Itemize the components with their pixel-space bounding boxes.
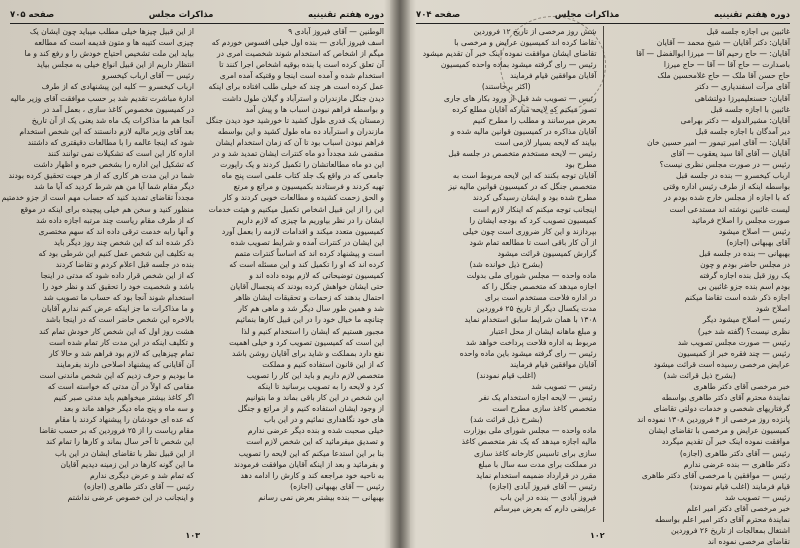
text-line: در کمیسیون مخصوص کاغذ سازی ، بعمل آمد در (42, 104, 194, 114)
text-line: احتمال بدهند که زحمات و تحقیقات ایشان ظاهر (233, 293, 384, 303)
text-line: از این قبیل نظر با تقاضای ایشان در این باب (55, 448, 194, 458)
text-line: های خود نگاهداری نمائیم و در این باب (263, 415, 384, 425)
text-line: عرایض مرخصی رسیده است قرائت میشود (653, 359, 790, 369)
left-page (1, 6, 390, 542)
text-line: (اغلب قیام نمودند) (476, 370, 537, 380)
text-line: کمیسیون متعدد میکند و اقدامات لازمه را بعمل آورد (221, 226, 384, 236)
text-line: از آن کار باقی است تا مطالعه تمام شود (469, 237, 597, 247)
text-line: مجدداً تقاضای تمدید کنید که حساب مهم است از جزو خدمتیم (1, 193, 194, 203)
text-line: آن تعلق کرده است یا بنده بوقیه اشخاص اجرا کنند تا (219, 60, 384, 70)
text-line: رئیس — آقای بهبهانی (اجازه) (290, 481, 384, 491)
text-line: آقایان: دکتر آقایان — شیخ محمد — آقایان (656, 38, 790, 48)
text-line: مربوط به اداره فلاحت پرداخت خواهد شد (465, 337, 597, 347)
text-line: بودم اسم بنده جزو غائبین بی (698, 282, 790, 292)
text-line: تقاضا کرده اند کمیسیون عرایض و مرخصی با (454, 38, 597, 48)
text-line: و سه ماه و پنج ماه دیگر خواهد ماند و بعد (63, 404, 194, 414)
text-line: که از طرف مقام ریاست چند مرتبه اجازه داده شد (36, 215, 194, 225)
text-line: آقایان توجه بکنند که این لایحه مربوط است به (452, 171, 597, 181)
right-header-page-number: صفحه ۷۰۴ (416, 10, 461, 20)
text-line: این را از این قبیل اشخاص تکمیل میکنیم و هیئت خدمات (208, 204, 384, 214)
text-line: آقای مرآت اسفندیاری — دکتر (695, 82, 790, 92)
text-line: عمل کرده است هر چند که خیلی طلب افتاده برای اینکه (208, 82, 384, 92)
column-rule (603, 26, 604, 522)
text-line: (بشرح ذیل خوانده شد) (469, 259, 544, 269)
text-line: نمایندهٔ محترم آقای دکتر امیر اعلم بواسطه (655, 515, 790, 525)
text-line: رئیس — لایحه مستخدم متخصص در جلسه قبل (448, 149, 597, 159)
text-line: آن آقایانی که پیشنهاد اصلاحی دارند بفرمایند (56, 359, 194, 369)
text-line: خبر مرخصی آقای دکتر طاهری (693, 382, 790, 391)
text-line: آقایان: مشیرالدوله — دکتر بهرامی (680, 115, 790, 125)
text-line: و آنها رابه خدمت ترقی داده اند که سهم مختصری (38, 226, 194, 236)
text-line: بالاخره این شخص حاضر است که در اینجا باشد (45, 315, 194, 325)
text-line: غائبین با اجازه جلسه قبل (710, 104, 790, 114)
text-line: اسف فیروز آبادی — بنده اول خیلی افسوس خوردم که (211, 38, 384, 48)
text-line: آقایان مذاکره در کمیسیون قوانین مالیه شده و (450, 126, 597, 136)
text-line: فراهم نبودن اسباب بود تا آن که زمان استخدام ایشان (215, 137, 384, 147)
text-line: رئیس — تصویب شد (724, 492, 790, 502)
text-line: تقاضای ایشان موافقت نموده اینک خبر آن تقدیم میشود (422, 49, 597, 59)
text-line: یک روز قبل بنده اجازه گرفته (699, 271, 790, 281)
text-line: رئیس — آقای دکتر طاهری (اجازه) (679, 448, 790, 458)
text-line: زمستان یک قدری طول کشید تا خورشید خود دیدن جنگل (205, 115, 384, 125)
left-header-page-number: صفحه ۷۰۵ (10, 10, 55, 20)
left-header-center: مذاکرات مجلس (148, 10, 214, 20)
text-line: نظری نیست؟ (گفته شد خیر) (697, 326, 790, 336)
text-line: متخصص جنگل که در کمیسیون قوانین مالیه نیز (448, 182, 597, 192)
text-line: اجازه ذکر شده است تقاضا میکنم (684, 293, 790, 303)
text-line: سازی برای تاسیس کارخانه کاغذ سازی (474, 448, 597, 458)
text-line: این ایشان در کنترات آمده و شرایط تصویب شده (230, 237, 384, 247)
text-line: و اینجانب در این خصوص عرضی نداشتم (67, 492, 194, 502)
text-line: در مملکت برای مدت سه سال با مبلغ (478, 459, 597, 469)
text-line: ما این گونه کارها در این زمینه دیدیم آقایان (60, 459, 194, 469)
text-line: رئیس — تصویب شد قبل از ورود بکار های جاری (443, 93, 597, 103)
text-line: و بواسطه فراهم نبودن اسباب ها و پیش آمد (245, 104, 384, 114)
left-page-header (10, 10, 384, 24)
text-line: و بفرمائید و بعد از اینکه آقایان موافقت فرمودند (233, 459, 384, 469)
text-line: مجبور هستیم که ایشان را استخدام کنیم و لذا (241, 326, 384, 336)
text-line: به ناحیه خود مراجعه کند و کارش را ادامه دهد (240, 470, 384, 480)
text-line: آقایان: حسنعلیمیرزا دولتشاهی (694, 93, 790, 103)
text-line: بعرض میرسانند و مطلب را مطرح کنیم (472, 115, 597, 125)
left-page-footer: ۱۰۳ (185, 531, 200, 540)
text-line: شما در این مدت هر کاری که از هر جهت تحقیق کرده بودند (8, 171, 194, 181)
left-page-left-column (2, 26, 194, 522)
text-line: از این قبیل چیزها خیلی مطلب میباید چون ایشان یک (29, 27, 194, 36)
text-line: کمیسیون عرایض و مرخصی با تقاضای ایشان (648, 426, 790, 436)
text-line: تصور میکنم که لایحه مبارکه آقایان مطلع کرده (452, 104, 597, 114)
text-line: که تشکیل این اداره را بشخص خبره و اظهار داشت (33, 160, 194, 170)
text-line: ۱۳۰۸ با همان شرایط سابق استخدام نماید (464, 315, 597, 325)
text-line: (اکثر برخاستند) (481, 82, 531, 92)
text-line: شود که اینجا عالمه را با مطالعات دقیقتری که داشتند (27, 137, 194, 147)
text-line: در اداره فلاحت مستخدم است برای (484, 293, 597, 303)
text-line: تقاضای مرخصی نموده اند (707, 537, 790, 547)
text-line: و تکلیف اینکه در این مدت کار تمام شده است (49, 337, 194, 347)
text-line: انتظار داریم از این قبیل انواع خیلی به مجلس بیاید (36, 60, 194, 70)
left-page-columns (1, 26, 384, 522)
text-line: پانزده روز مرخصی از ۴ فروردین ۱۳۰۸ نموده اند (637, 415, 790, 425)
text-line: این است که کمیسیون تصویب کرد و خیلی اهمیت (229, 337, 384, 347)
text-line: رئیس — در صورت مجلس نظری نیست؟ (659, 160, 790, 170)
text-line: (بشرح ذیل قرائت شد) (663, 370, 736, 380)
text-line: مازندران و استرآباد ده ماه طول کشید و این بواسطه (217, 126, 384, 136)
text-line: رئیس — تصویب شد (531, 382, 597, 391)
text-line: آقایان: — حاج رحیم آقا — میرزا ابوالفضل — آقا (636, 49, 790, 59)
text-line: در مجلس حاضر بودم و چون (700, 259, 790, 269)
text-line: ارباب کیخسرو — کلیه این پیشنهادی که از طرف (41, 82, 194, 92)
text-line: ذکر شده اند که این شخص چند روز دیگر باید (53, 237, 194, 247)
text-line: اینجانب توجه میکنم که اینکار لازم است (473, 204, 597, 214)
text-line: بپردازند و این کار ضروری است چون خیلی (462, 226, 597, 236)
text-line: شش روز مرخصی از تاریخ ۱۲ فروردین (473, 27, 597, 36)
text-line: مقام ریاست را از ۲۵ فروردین که بر حسب تقاضا (39, 426, 194, 436)
text-line: تمام چیزهایی که لازم بود فراهم شد و حالا کار (49, 348, 194, 358)
text-line: بنده در جلسه قبل اعلام کردم و تقاضا کردند (55, 259, 194, 269)
text-line: صورت مجلس را اصلاح فرمائید (691, 215, 790, 225)
text-line: چنانچه ما خیال خود را در این قبیل کارها بنمائیم (235, 315, 384, 325)
text-line: بیاید این ملت تشخیص احتیاج خودش را و رفع کند و ما (24, 49, 194, 59)
text-line: بهبهانی — بنده در جلسه قبل (699, 248, 790, 258)
text-line: رئیس — آقای ارباب کیخسرو (102, 71, 194, 81)
right-header-center: مذاکرات مجلس (554, 10, 620, 20)
text-line: مدت یکسال دیگر از تاریخ ۲۵ فروردین (476, 304, 597, 314)
text-line: کمیسیون توضیحاتی که لازم بوده داده اند و (249, 271, 384, 281)
left-header-title: دوره هفتم تقنینیه (308, 10, 384, 20)
text-line: رئیس — آقای دکتر طاهری (اجازه) (83, 481, 194, 491)
right-page-right-column (610, 26, 791, 547)
text-line: که از این شخص قرار داده شود که مدتی در اینجا (40, 271, 194, 281)
text-line: موافقت نموده اینک خبر آن تقدیم میگردد (661, 437, 790, 447)
text-line: متخصص لازم داریم و باید این کار را تصویب (246, 370, 384, 380)
right-page (410, 6, 796, 547)
page-stamp-mark (500, 16, 606, 114)
text-line: این دو ماه مطالعاتشان را تکمیل کردند و یک راپورت (220, 160, 384, 170)
text-line: که از این قانون استفاده کنیم و مملکت (262, 359, 384, 369)
text-line: الوطنین — آقای فیروز آبادی ۹ (288, 27, 384, 36)
text-line: بهبهانی — بنده بیشتر بعرض نمی رسانم (258, 492, 384, 502)
text-line: بواسطه اینکه از طرف رئیس اداره وقتی (663, 182, 790, 192)
text-line: اجازه میدهد که متخصص جنگل را که (481, 282, 597, 292)
text-line: رئیس — موافقین با مرخصی آقای دکتر طاهری (641, 470, 790, 480)
text-line: دیر آمدگان با اجازه جلسه قبل (695, 126, 790, 136)
text-line: باصدارت — حاج آقا — آقا — حاج میرزا (663, 60, 790, 70)
text-line: رئیس — صورت مجلس تصویب شد (677, 337, 790, 347)
text-line: است و پیشنهاد کرده اند که اساساً کنترات متمم (234, 248, 384, 258)
text-line: کرده اند که او را تکمیل کند و این مسئله است که (229, 259, 384, 269)
text-line: نفع دارد بمملکت و شاید برای آقایان روشن باشد (231, 348, 384, 358)
text-line: و ما مذاکرات ما جز اینکه عرض کنم ندارم آقایان (41, 304, 194, 314)
text-line: آقایان موافقین قیام فرمایند (510, 359, 597, 369)
text-line: اگر کاغذ بیشتر میخواهیم باید مدتی صبر کنیم (53, 393, 194, 403)
right-header-title: دوره هفتم تقنینیه (714, 10, 790, 20)
text-line: حاج حسن آقا ملک — حاج غلامحسین ملک (657, 71, 790, 81)
text-line: غائبین بی اجازه جلسه قبل (706, 27, 790, 36)
text-line: دکتر طاهری — بنده عرضی ندارم (683, 459, 790, 469)
text-line: مالیه اجازه میدهد که یک نفر متخصص کاغذ (461, 437, 597, 447)
text-line: جامعی که در واقع یک جلد کتاب علمی است پنج ماه (221, 171, 384, 181)
book-gutter (390, 0, 410, 548)
text-line: ادارهٔ مباشرت تقدیم شد بر حسب موافقت آقای وزیر مالیه (10, 93, 194, 103)
text-line: کرد و لایحه را به تصویب برسانید تا اینکه (257, 382, 384, 391)
text-line: چیزی است کتیبه ها و متون قدیمه است که مطالعه (34, 38, 194, 48)
text-line: آنجا هم ما مذاکرات یک ماه شد یعنی یک از آن تاریخ (31, 115, 194, 125)
text-line: اشتغال بمعالجات از تاریخ ۲۶ فروردین (671, 526, 790, 536)
text-line: رئیس — چند فقره خبر از کمیسیون (677, 348, 790, 358)
text-line: تهیه کردند و فرستادند بکمیسیون و مراتع و مرتع (233, 182, 384, 192)
text-line: منظور کنید و سخن هم خیلی پیچیده برای اینکه در موقع (20, 204, 194, 214)
text-line: ارباب کیخسرو — بنده در جلسه قبل (675, 171, 790, 181)
text-line: ماده واحده — مجلس شورای ملی بوزارت (463, 426, 597, 436)
text-line: دیدن جنگل مازندران و استرآباد و گیلان طول داشت (222, 93, 384, 103)
text-line: مطرح بود (565, 160, 597, 170)
text-line: به تکلیف این شخص عمل کنیم این شرطی بود که (38, 248, 194, 258)
text-line: که با اجازه از مجلس خارج شده بودم در (663, 193, 790, 203)
text-line: ماده واحده — مجلس شورای ملی بدولت (466, 271, 597, 281)
text-line: و مبلغ ماهانه ایشان از محل اعتبار (489, 326, 597, 336)
text-line: فیروز آبادی — بنده در این باب (500, 492, 597, 502)
text-line: آقایان موافقین قیام فرمایند (510, 71, 597, 81)
text-line: آقایان — آقای آقا سید یعقوب — آقای (670, 149, 790, 159)
text-line: دیگر مقام شما آیا من هم شرط کردید که آیا ما شد (34, 182, 194, 192)
text-line: بعد آقای وزیر مالیه لازم دانستند که این شخص استخدام (19, 126, 194, 136)
text-line: هشت روز اول که این شخص کار خودش تمام کند (39, 326, 194, 336)
text-line: نمایندهٔ محترم آقای دکتر طاهری بواسطه (661, 393, 790, 403)
text-line: متخصص کاغذ سازی مطرح است (492, 404, 597, 414)
text-line: کمیسیون تصویب کرد که بودجه ایشان را (469, 215, 597, 225)
text-line: (بشرح ذیل قرائت شد) (470, 415, 543, 425)
text-line: شد و همین طور سال دیگر شد و ماهی هم کار (238, 304, 384, 314)
text-line: ما بودیم و حرف زدیم که این شخص ماندنی است (39, 370, 194, 380)
right-page-footer: ۱۰۲ (590, 531, 605, 540)
text-line: لیست غائبین نوشته اند مستدعی است (669, 204, 790, 214)
text-line: خیلی صحبت شده و بنده دیگر عرضی ندارم (247, 426, 384, 436)
right-page-header (416, 10, 790, 24)
text-line: خبر مرخصی آقای دکتر امیر اعلم (686, 504, 790, 514)
text-line: که عده ای خودشان را پیشنهاد کردند با مقام (55, 415, 194, 425)
text-line: که تمام شد و عرض دیگری ندارم (89, 470, 194, 480)
text-line: و الحق زحمت کشیده و مطالعات خوبی کردند و کار (222, 193, 384, 203)
text-line: بیایند که لایحه بسیار لازمی است (494, 137, 597, 147)
text-line: مطرح شده بود و ایشان رسیدگی کردند (472, 193, 597, 203)
text-line: رئیس — رای گرفته میشود بماده واحده کمیسیون (440, 60, 597, 70)
text-line: اداره کار این است که تشکیلات نمی توانند کنند (47, 149, 194, 159)
text-line: رئیس — اصلاح میشود (718, 226, 790, 236)
text-line: مقرر در قرارداد ضمیمه استخدام نماید (476, 470, 597, 480)
text-line: باشد و شخصیت خود را تحقیق کند و نظر خود را (42, 282, 194, 292)
left-page-right-column (206, 26, 384, 522)
text-line: آقای بهبهانی (اجازه) (726, 237, 790, 247)
text-line: رئیس — رای گرفته میشود باین ماده واحده (459, 348, 597, 358)
text-line: اصلاح شود (755, 304, 790, 314)
text-line: رئیس — آقای فیروز آبادی (اجازه) (489, 481, 597, 491)
text-line: گرفتاریهای شخصی و خدمات دولتی تقاضای (653, 404, 790, 414)
text-line: استخدام شده و آمده است اینجا و وقتیکه آمده امری (219, 71, 384, 81)
text-line: میگم از اشخاص که استخدام شوند شخصیت امری در (216, 49, 384, 59)
text-line: از وجود ایشان استفاده کنیم و از مراتع و جنگل (237, 404, 384, 414)
text-line: و تصدیق میفرمائید که این شخص لازم است (246, 437, 384, 447)
text-line: حتی ایشان خواهش کرده بودند که پنجسال آقایان (230, 282, 384, 292)
text-line: آقایان: — آقای امیر تیمور — امیر حسین خان (647, 137, 790, 147)
text-line: ایشان را در نظر بیاوریم ما چیزی که لازم داریم (236, 215, 384, 225)
text-line: استخدام شوند آنجا بود که حساب ما تصویب شد (43, 293, 194, 303)
text-line: رئیس — اصلاح میشود دیگر (702, 315, 790, 325)
text-line: عرایضی دارم که بعرض میرسانم (493, 504, 597, 514)
text-line: این شخص تا آخر سال بماند و کارها را تمام کند (45, 437, 194, 447)
text-line: قیام فرمایند (اغلب قیام نمودند) (689, 481, 790, 491)
text-line: رئیس — لایحه اجازه استخدام یک نفر (478, 393, 597, 403)
text-line: منقضی شد مجدداً دو ماه کنترات ایشان تمدید شد و در (212, 149, 384, 159)
text-line: بنا بر این استدعا میکنم که این لایحه را تصویب (238, 448, 384, 458)
text-line: مقامی که اولاً در آن مدتی که خواسته است که (47, 382, 194, 391)
text-line: این شخص در این کار باقی بماند و ما بتوانیم (245, 393, 384, 403)
text-line: گزارش کمیسیون قرائت میشود (497, 248, 597, 258)
